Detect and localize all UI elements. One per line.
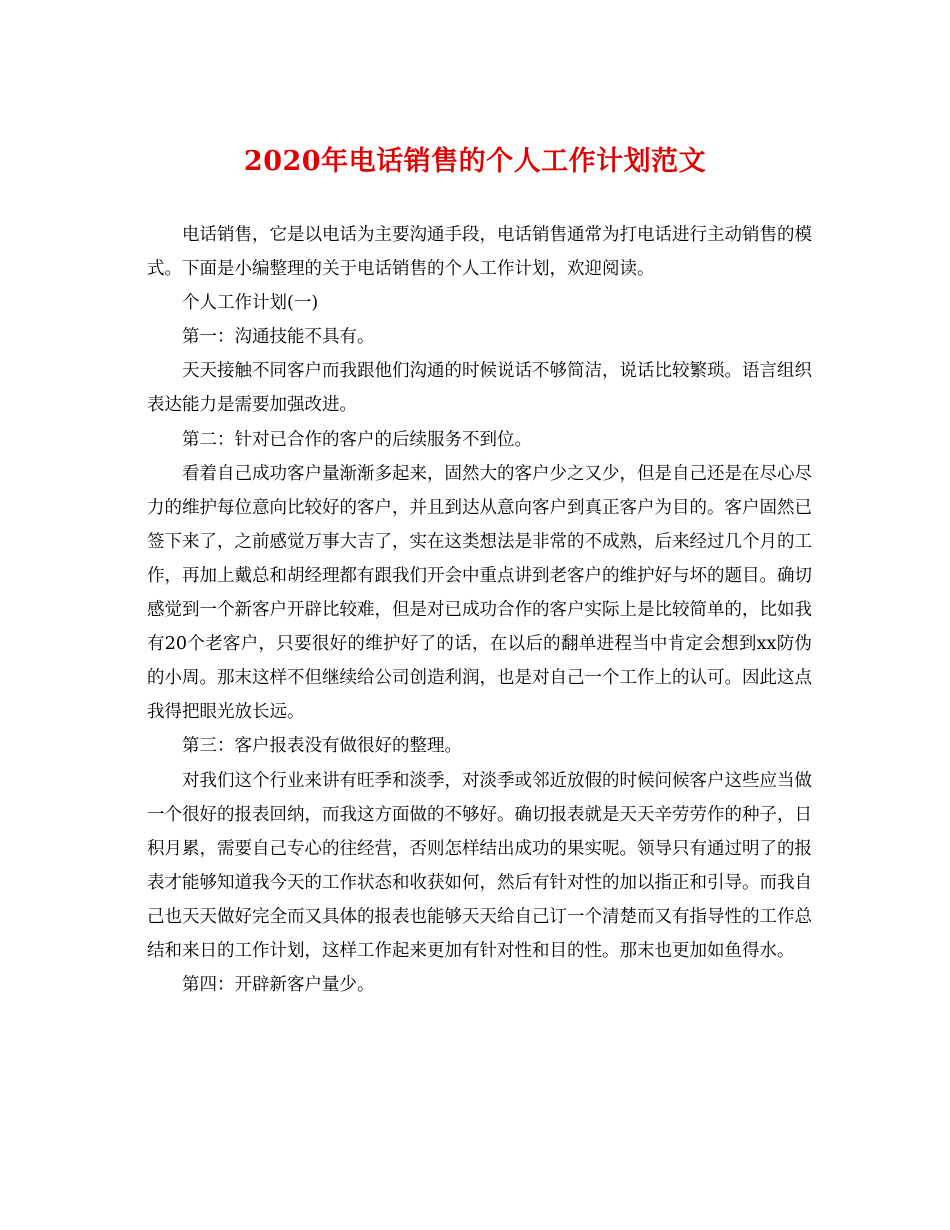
document-body [147,218,812,1002]
document-title: 2020年电话销售的个人工作计划范文 [243,146,707,177]
point-heading-3: 第三：客户报表没有做很好的整理。 [182,736,462,757]
section-heading-plan-1: 个人工作计划(一) [182,293,319,314]
point-body-2: 看着自己成功客户量渐渐多起来，固然大的客户少之又少，但是自己还是在尽心尽力的维护每位意向比较好的客户，并且到达从意向客户到真正客户为目的。客户固然已签下来了，之前感觉万事大吉了，实在这类想法是非常的不成熟，后来经过几个月的工作，再加上戴总和胡经理都有跟我们开会中重点讲到老客户的维护好与坏的题目。确切感觉到一个新客户开辟比较难，但是对已成功合作的客户实际上是比较简单的，比如我有20个老客户，只要很好的维护好了的话，在以后的翻单进程当中肯定会想到xx防伪的小周。那末这样不但继续给公司创造利润，也是对自己一个工作上的认可。因此这点我得把眼光放长远。 [147,463,812,723]
point-heading-2: 第二：针对已合作的客户的后续服务不到位。 [182,429,532,450]
point-body-1: 天天接触不同客户而我跟他们沟通的时候说话不够简洁，说话比较繁琐。语言组织表达能力是需要加强改进。 [147,361,812,416]
point-body-3: 对我们这个行业来讲有旺季和淡季，对淡季或邻近放假的时候问候客户这些应当做一个很好的报表回纳，而我这方面做的不够好。确切报表就是天天辛劳劳作的种子，日积月累，需要自己专心的往经营，否则怎样结出成功的果实呢。领导只有通过明了的报表才能够知道我今天的工作状态和收获如何，然后有针对性的加以指正和引导。而我自己也天天做好完全而又具体的报表也能够天天给自己订一个清楚而又有指导性的工作总结和来日的工作计划，这样工作起来更加有针对性和目的性。那末也更加如鱼得水。 [147,770,812,961]
point-heading-4: 第四：开辟新客户量少。 [182,975,375,996]
point-heading-1: 第一：沟通技能不具有。 [182,327,375,348]
intro-paragraph: 电话销售，它是以电话为主要沟通手段，电话销售通常为打电话进行主动销售的模式。下面是小编整理的关于电话销售的个人工作计划，欢迎阅读。 [147,225,812,280]
